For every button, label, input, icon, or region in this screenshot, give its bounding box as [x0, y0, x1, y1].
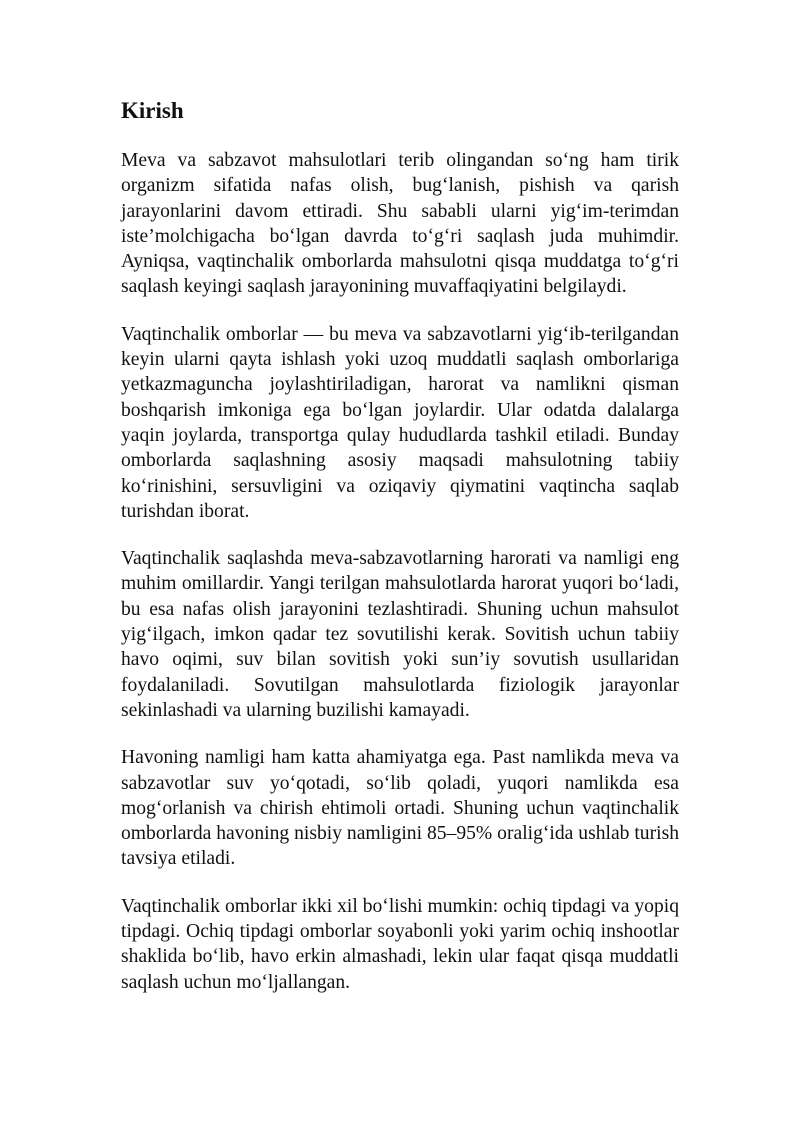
section-heading: Kirish	[121, 98, 184, 123]
paragraph-3: Vaqtinchalik saqlashda meva-sabzavotlarning harorati va namligi eng muhim omillardir. Yangi terilgan mahsulotlarda harorat yuqori bo‘ladi, bu esa nafas olish jarayonini tezlashtiradi. Shuning uchun mahsulot yig‘ilgach, imkon qadar tez sovutilishi kerak. Sovitish uchun tabiiy havo oqimi, suv bilan sovitish yoki sun’iy sovutish usullaridan foydalaniladi. Sovutilgan mahsulotlarda fiziologik jarayonlar sekinlashadi va ularning buzilishi kamayadi.	[121, 548, 679, 721]
paragraph-2: Vaqtinchalik omborlar — bu meva va sabzavotlarni yig‘ib-terilgandan keyin ularni qayta ishlash yoki uzoq muddatli saqlash omborlariga yetkazmaguncha joylashtiriladigan, harorat va namlikni qisman boshqarish imkoniga ega bo‘lgan joylardir. Ular odatda dalalarga yaqin joylarda, transportga qulay hududlarda tashkil etiladi. Bunday omborlarda saqlashning asosiy maqsadi mahsulotning tabiiy ko‘rinishini, sersuvligini va oziqaviy qiymatini vaqtincha saqlab turishdan iborat.	[121, 323, 679, 522]
paragraph-5: Vaqtinchalik omborlar ikki xil bo‘lishi mumkin: ochiq tipdagi va yopiq tipdagi. Ochiq tipdagi omborlar soyabonli yoki yarim ochiq inshootlar shaklida bo‘lib, havo erkin almashadi, lekin ular faqat qisqa muddatli saqlash uchun mo‘ljallangan.	[121, 895, 679, 993]
paragraph-1: Meva va sabzavot mahsulotlari terib olingandan so‘ng ham tirik organizm sifatida nafas olish, bug‘lanish, pishish va qarish jarayonlarini davom ettiradi. Shu sababli ularni yig‘im-terimdan iste’molchigacha bo‘lgan davrda to‘g‘ri saqlash juda muhimdir. Ayniqsa, vaqtinchalik omborlarda mahsulotni qisqa muddatga to‘g‘ri saqlash keyingi saqlash jarayonining muvaffaqiyatini belgilaydi.	[121, 150, 679, 298]
document-body	[121, 96, 679, 1017]
paragraph-4: Havoning namligi ham katta ahamiyatga ega. Past namlikda meva va sabzavotlar suv yo‘qotadi, so‘lib qoladi, yuqori namlikda esa mog‘orlanish va chirish ehtimoli ortadi. Shuning uchun vaqtinchalik omborlarda havoning nisbiy namligini 85–95% oralig‘ida ushlab turish tavsiya etiladi.	[121, 747, 679, 870]
